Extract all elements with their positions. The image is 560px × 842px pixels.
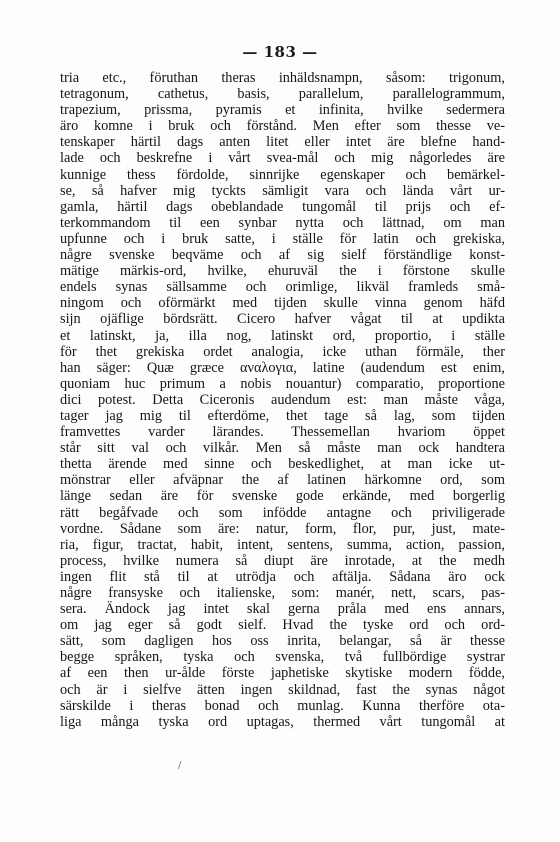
text-line: gamla, härtil dags obeblandade tungomål til prijs och ef-	[60, 198, 505, 215]
text-line: terkommandom til een synbar nytta och lättnad, om man	[60, 214, 505, 231]
text-line: quoniam huc primum a nobis nouantur) comparatio, proportione	[60, 375, 505, 392]
text-line: endels synas sällsamme och orimlige, likväl framleds små-	[60, 279, 505, 296]
text-line: process, hvilke numera så diupt äre inrotade, at the medh	[60, 552, 505, 569]
text-line: ria, figur, tractat, habit, intent, sentens, summa, action, passion,	[60, 536, 505, 553]
text-line: et latinskt, ja, illa nog, latinskt ord, proportio, i ställe	[60, 327, 505, 344]
text-line: vordne. Sådane som äre: natur, form, flor, pur, just, mate-	[60, 520, 505, 537]
text-line: upfunne och i bruk satte, i ställe för latin och grekiska,	[60, 230, 505, 247]
page-number: — 183 —	[242, 43, 318, 61]
text-line: framvettes varder lärandes. Thessemellan hvariom öppet	[60, 424, 505, 441]
text-line: mönstrar eller afväpnar the af latinen härkomne ord, som	[60, 472, 505, 489]
text-line: ningom och oförmärkt med tijden skulle vinna genom häfd	[60, 295, 505, 312]
text-line: särskilde i theras bonad och munlag. Kunna therföre ota-	[60, 697, 505, 714]
text-line: sijn ojäflige bördsrätt. Cicero hafver vågat til at updikta	[60, 311, 505, 328]
text-line: om jag eger så godt sielf. Hvad the tyske ord och ord-	[60, 617, 505, 634]
text-line: tetragonum, cathetus, basis, parallelum, parallelogrammum,	[60, 86, 505, 103]
text-line: mätige märkis-ord, hvilke, ehuruväl the i förstone skulle	[60, 263, 505, 280]
text-line: någre svenske beqväme och af sig sielf förständlige konst-	[60, 247, 505, 264]
text-line: se, så hafver mig tyckts sämligit vara och lända vårt ur-	[60, 182, 505, 199]
text-line: sätt, som dagligen hos oss inrita, belangar, så är thesse	[60, 633, 505, 650]
text-line: äro komne i bruk och förstånd. Men efter som thesse ve-	[60, 118, 505, 135]
text-line: länge sedan äre för svenske gode erkände, med borgerlig	[60, 488, 505, 505]
text-line: dici potest. Detta Ciceronis audendum est: man måste våga,	[60, 391, 505, 408]
text-line: sera. Ändock jag intet skal gerna pråla med ens annars,	[60, 601, 505, 618]
text-line: trapezium, prissma, pyramis et infinita, hvilke sedermera	[60, 102, 505, 119]
stray-mark: /	[178, 760, 182, 771]
text-line: och är i sielfve ätten ingen skildnad, fast the synas något	[60, 681, 505, 698]
text-line: för thet grekiska ordet analogia, icke uthan förmäle, ther	[60, 343, 505, 360]
text-line: lade och beskrefne i vårt svea-mål och mig någorledes äre	[60, 150, 505, 167]
text-line: kunnige thess fördolde, sinnrijke egenskaper och bemärkel-	[60, 166, 505, 183]
text-line: tager jag mig til efterdöme, thet tage så lag, som tijden	[60, 407, 505, 424]
text-line: tenskaper härtil dags anten litet eller intet äre blefne hand-	[60, 134, 505, 151]
text-line: begge språken, tyska och svenska, två fullbördige systrar	[60, 649, 505, 666]
text-body	[60, 70, 505, 730]
text-line: han säger: Quæ græce αναλογια, latine (audendum est enim,	[60, 359, 505, 376]
text-line: af een then ur-ålde förste japhetiske skytiske modern födde,	[60, 665, 505, 682]
text-line: någre fransyske och italienske, som: manér, nett, scars, pas-	[60, 585, 505, 601]
text-line: rätt begåfvade och som infödde antagne och priviligerade	[60, 504, 505, 521]
text-line: ingen flit stå til at utrödja och aftälja. Sådana äro ock	[60, 568, 505, 585]
text-line: tria etc., föruthan theras inhäldsnampn, såsom: trigonum,	[60, 70, 505, 86]
text-line: thetta ärende med sinne och beskedlighet, at man icke ut-	[60, 456, 505, 473]
text-line: liga många tyska ord uptagas, thermed vårt tungomål at	[60, 713, 505, 730]
text-line: står sitt val och vilkår. Men så måste man ock handtera	[60, 440, 505, 457]
